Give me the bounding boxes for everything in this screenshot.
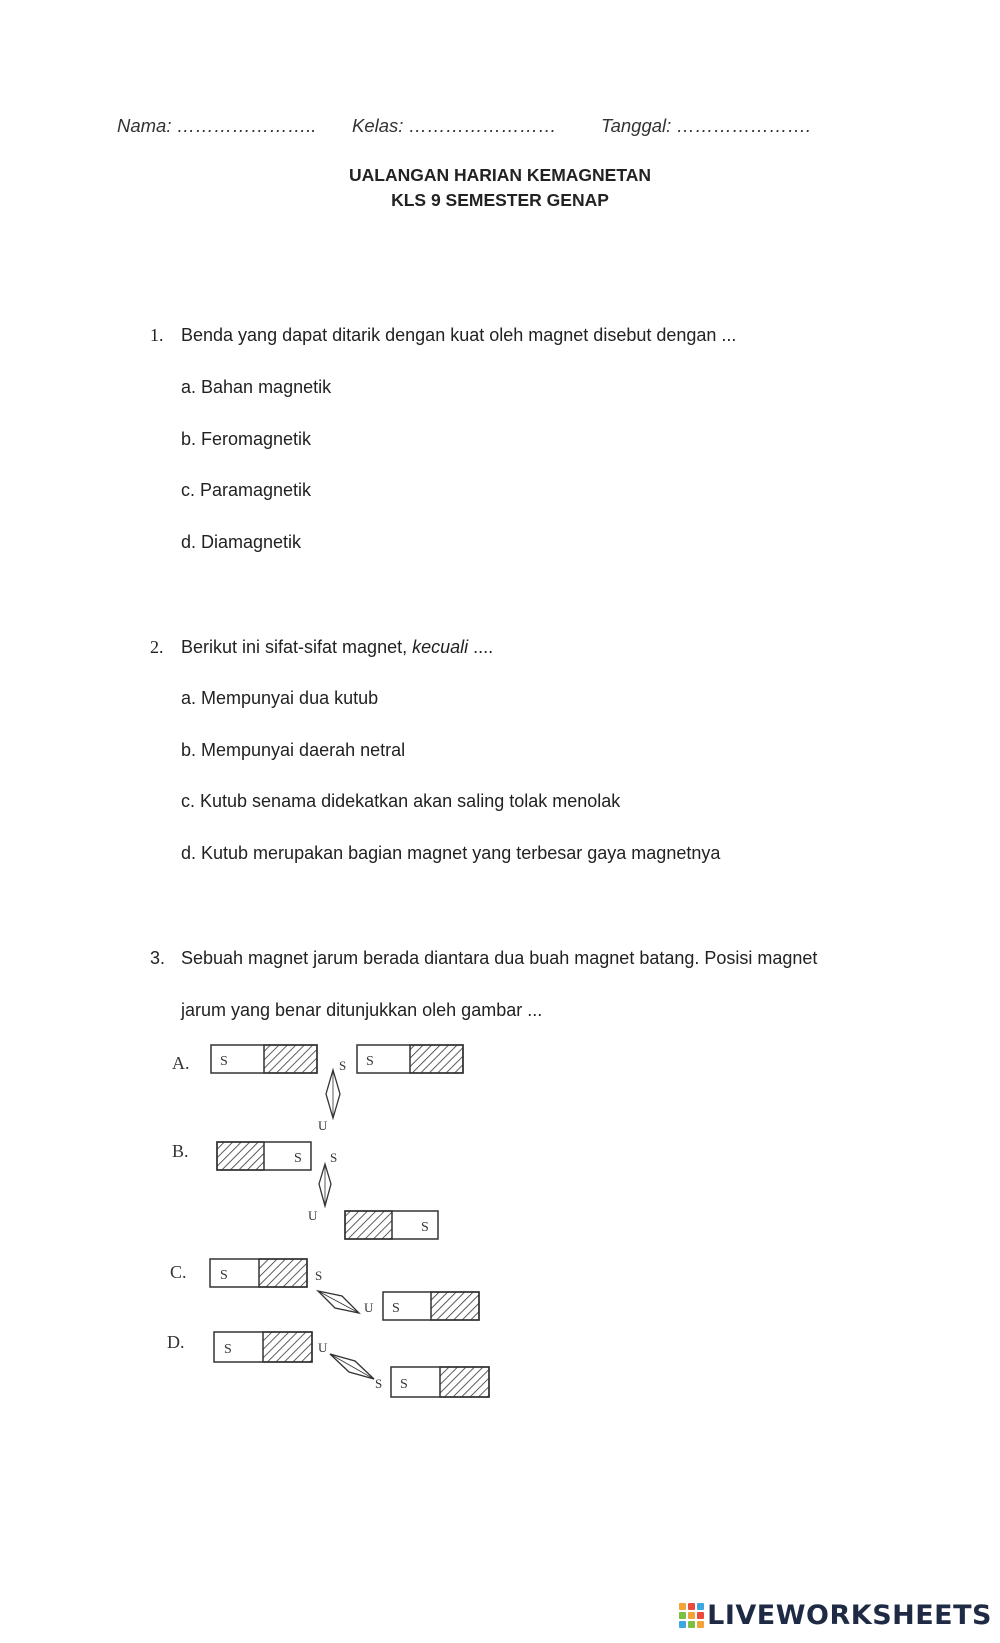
svg-text:U: U xyxy=(318,1118,328,1133)
svg-text:U: U xyxy=(364,1300,374,1315)
figure-option-d[interactable] xyxy=(167,1332,489,1397)
bar-magnet xyxy=(210,1259,307,1287)
page-title: UALANGAN HARIAN KEMAGNETAN xyxy=(348,165,652,185)
option-a[interactable]: a. Mempunyai dua kutub xyxy=(181,688,379,708)
tanggal-field[interactable]: Tanggal: …………………. xyxy=(601,115,812,136)
svg-text:S: S xyxy=(366,1054,374,1069)
figure-option-b[interactable] xyxy=(172,1141,438,1239)
option-label-d: D. xyxy=(167,1332,185,1352)
compass-needle xyxy=(318,1340,382,1391)
option-label-a: A. xyxy=(172,1053,190,1073)
option-label-c: C. xyxy=(170,1262,187,1282)
option-c[interactable]: c. Paramagnetik xyxy=(181,480,312,500)
bar-magnet xyxy=(214,1332,312,1362)
bar-magnet xyxy=(217,1142,311,1170)
bar-magnet xyxy=(357,1045,463,1073)
question-text: Berikut ini sifat-sifat magnet, kecuali .... xyxy=(181,637,494,657)
compass-needle xyxy=(318,1058,346,1133)
svg-text:S: S xyxy=(400,1377,408,1392)
svg-text:S: S xyxy=(315,1268,323,1283)
bar-magnet xyxy=(391,1367,489,1397)
compass-needle xyxy=(315,1268,374,1315)
question-text: Sebuah magnet jarum berada diantara dua buah magnet batang. Posisi magnet xyxy=(181,948,818,968)
svg-text:S: S xyxy=(421,1220,429,1235)
compass-needle xyxy=(308,1150,337,1223)
svg-text:U: U xyxy=(308,1208,318,1223)
svg-text:S: S xyxy=(220,1268,228,1283)
figure-option-c[interactable] xyxy=(170,1259,479,1320)
question-number: 2. xyxy=(150,637,164,657)
option-label-b: B. xyxy=(172,1141,189,1161)
svg-text:U: U xyxy=(318,1340,328,1355)
page-subtitle: KLS 9 SEMESTER GENAP xyxy=(391,190,609,210)
question-number: 1. xyxy=(150,325,164,345)
figure-option-a[interactable] xyxy=(172,1045,463,1133)
option-d[interactable]: d. Diamagnetik xyxy=(181,532,302,552)
bar-magnet xyxy=(383,1292,479,1320)
svg-text:S: S xyxy=(375,1376,383,1391)
bar-magnet xyxy=(211,1045,317,1073)
kelas-field[interactable]: Kelas: …………………… xyxy=(352,115,557,136)
option-b[interactable]: b. Feromagnetik xyxy=(181,429,312,449)
option-c[interactable]: c. Kutub senama didekatkan akan saling tolak menolak xyxy=(181,791,621,811)
liveworksheets-logo[interactable] xyxy=(679,1600,992,1631)
logo-text: LIVEWORKSHEETS xyxy=(707,1600,992,1631)
bar-magnet xyxy=(345,1211,438,1239)
nama-field[interactable]: Nama: ………………….. xyxy=(117,115,317,136)
magnet-diagram xyxy=(160,1053,520,1450)
svg-text:S: S xyxy=(330,1150,338,1165)
svg-text:S: S xyxy=(224,1342,232,1357)
option-b[interactable]: b. Mempunyai daerah netral xyxy=(181,740,406,760)
logo-blocks-icon xyxy=(679,1603,704,1628)
svg-text:S: S xyxy=(339,1058,347,1073)
question-text: Benda yang dapat ditarik dengan kuat oleh magnet disebut dengan ... xyxy=(181,325,737,345)
option-d[interactable]: d. Kutub merupakan bagian magnet yang terbesar gaya magnetnya xyxy=(181,843,721,863)
svg-text:S: S xyxy=(294,1151,302,1166)
option-a[interactable]: a. Bahan magnetik xyxy=(181,377,332,397)
emphasis-kecuali: kecuali xyxy=(412,637,469,657)
svg-text:S: S xyxy=(220,1054,228,1069)
question-number: 3. xyxy=(150,948,166,968)
question-text-continued: jarum yang benar ditunjukkan oleh gambar ... xyxy=(181,1000,543,1020)
svg-text:S: S xyxy=(392,1301,400,1316)
